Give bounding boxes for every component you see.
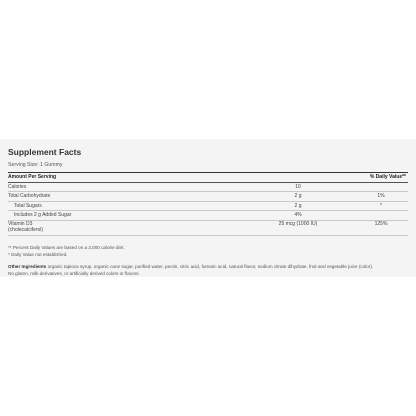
nutrient-name: Total Sugars [14,202,42,209]
table-row [8,202,408,212]
panel-title: Supplement Facts [8,147,82,157]
other-ingredients-text: organic tapioca syrup, organic cane sugar, purified water, pectin, citric acid, fumaric acid, natural flavor, sodium citrate dihydrate, fruit and vegetable juice (color). [46,263,374,269]
nutrient-dv: * [380,202,382,209]
table-row [8,211,408,221]
footnote-not-established: * Daily Value not established. [8,251,68,257]
serving-size: Serving Size: 1 Gummy [8,162,63,168]
table-row [8,192,408,202]
other-ingredients [8,263,408,277]
nutrient-amount: 25 mcg (1000 IU) [278,220,318,227]
supplement-facts-panel [0,139,416,277]
nutrient-name-line2: (cholecalciferol) [8,227,44,233]
nutrient-name [8,221,43,234]
table-header [8,173,408,183]
nutrient-dv: 1% [377,193,385,199]
daily-value-header: % Daily Value** [369,174,406,180]
nutrient-amount: 2 g [294,193,302,199]
other-ingredients-label: Other Ingredients [8,263,47,269]
nutrient-amount: 10 [295,183,301,190]
amount-header: Amount Per Serving [8,174,57,180]
nutrient-name-line1: Vitamin D3 [8,220,33,227]
footnote-dv: ** Percent Daily Values are based on a 2,000 calorie diet. [8,244,125,250]
nutrient-dv: 125% [374,220,388,227]
nutrient-amount: 4% [294,212,302,218]
table-row [8,221,408,236]
footnotes [8,244,408,258]
nutrient-amount: 2 g [294,202,302,209]
facts-table [8,172,408,236]
allergen-statement: No gluten, milk derivatives, or artificially derived colors or flavors. [8,270,140,276]
nutrient-name: Total Carbohydrate [8,193,51,199]
nutrient-name: Calories [8,183,27,190]
table-row [8,183,408,193]
nutrient-name: Includes 2 g Added Sugar [14,212,72,218]
